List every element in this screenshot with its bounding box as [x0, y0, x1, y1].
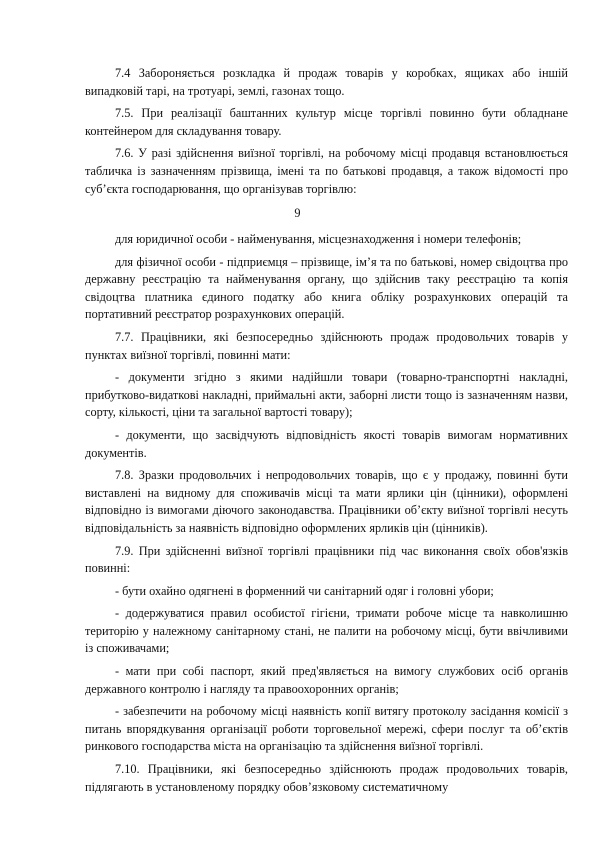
list-item-goods-documents: - документи згідно з якими надійшли товари (товарно-транспортні накладні, прибутково-видаткові накладні, приймальні акти, заборні листи тощо із зазначенням назви, сорту, кількості, ціни та загальної вартості товару);: [85, 370, 568, 420]
paragraph-7-8: 7.8. Зразки продовольчих і непродовольчих товарів, що є у продажу, повинні бути виставлені на видному для споживачів місці та мати ярлики цін (цінники), оформлені відповідно із вимогами діючого законодавства. Працівники об’єкту виїзної торгівлі несуть відповідальність за наявність відповідно оформлених ярликів цін (цінників).: [85, 468, 568, 535]
paragraph-7-10: 7.10. Працівники, які безпосередньо здійснюють продаж продовольчих товарів, підлягають в установленому порядку обов’язковому систематичному: [85, 762, 568, 794]
list-item-uniform: - бути охайно одягнені в форменний чи санітарний одяг і головні убори;: [115, 583, 494, 598]
list-item-quality-documents: - документи, що засвідчують відповідність якості товарів вимогам нормативних документів.: [85, 427, 568, 460]
text-block-lower: [85, 231, 568, 801]
paragraph-7-7: 7.7. Працівники, які безпосередньо здійснюють продаж продовольчих товарів у пунктах виїзної торгівлі, повинні мати:: [85, 329, 568, 362]
paragraph-7-9: 7.9. При здійсненні виїзної торгівлі працівники під час виконання своїх обов'язків повинні:: [85, 543, 568, 576]
paragraph-legal-entity: для юридичної особи - найменування, місцезнаходження і номери телефонів;: [115, 232, 522, 246]
paragraph-individual-entrepreneur: для фізичної особи - підприємця – прізвище, ім’я та по батькові, номер свідоцтва про державну реєстрацію та найменування органу, що здійснив таку реєстрацію та копія свідоцтва платника єдиного податку або книга обліку розрахункових операцій та портативний реєстратор розрахункових операцій.: [85, 254, 568, 322]
page-number: 9: [294, 206, 301, 220]
paragraph-7-4: 7.4 Забороняється розкладка й продаж товарів у коробках, ящиках або іншій випадковій тарі, на тротуарі, землі, газонах тощо.: [85, 66, 568, 98]
list-item-passport: - мати при собі паспорт, який пред'являється на вимогу службових осіб органів державного контролю і нагляду та правоохоронних органів;: [85, 664, 568, 696]
list-item-hygiene: - додержуватися правил особистої гігієни, тримати робоче місце та навколишню територію у належному санітарному стані, не палити на робочому місці, бути ввічливими із споживачами;: [85, 606, 568, 656]
list-item-protocol-copy: - забезпечити на робочому місці наявність копії витягу протоколу засідання комісії з питань впорядкування організації роботи торговельної мережі, сфери послуг та об’єктів ринкового господарства міста на організацію та здійснення виїзної торгівлі.: [85, 704, 568, 754]
paragraph-7-5: 7.5. При реалізації баштанних культур місце торгівлі повинно бути обладнане контейнером для складування товару.: [85, 106, 568, 138]
text-block-upper: [85, 65, 568, 203]
paragraph-7-6: 7.6. У разі здійснення виїзної торгівлі, на робочому місці продавця встановлюється табличка із зазначенням прізвища, імені та по батькові продавця, а також відомості про суб’єкта господарювання, що організував торгівлю:: [85, 146, 568, 196]
